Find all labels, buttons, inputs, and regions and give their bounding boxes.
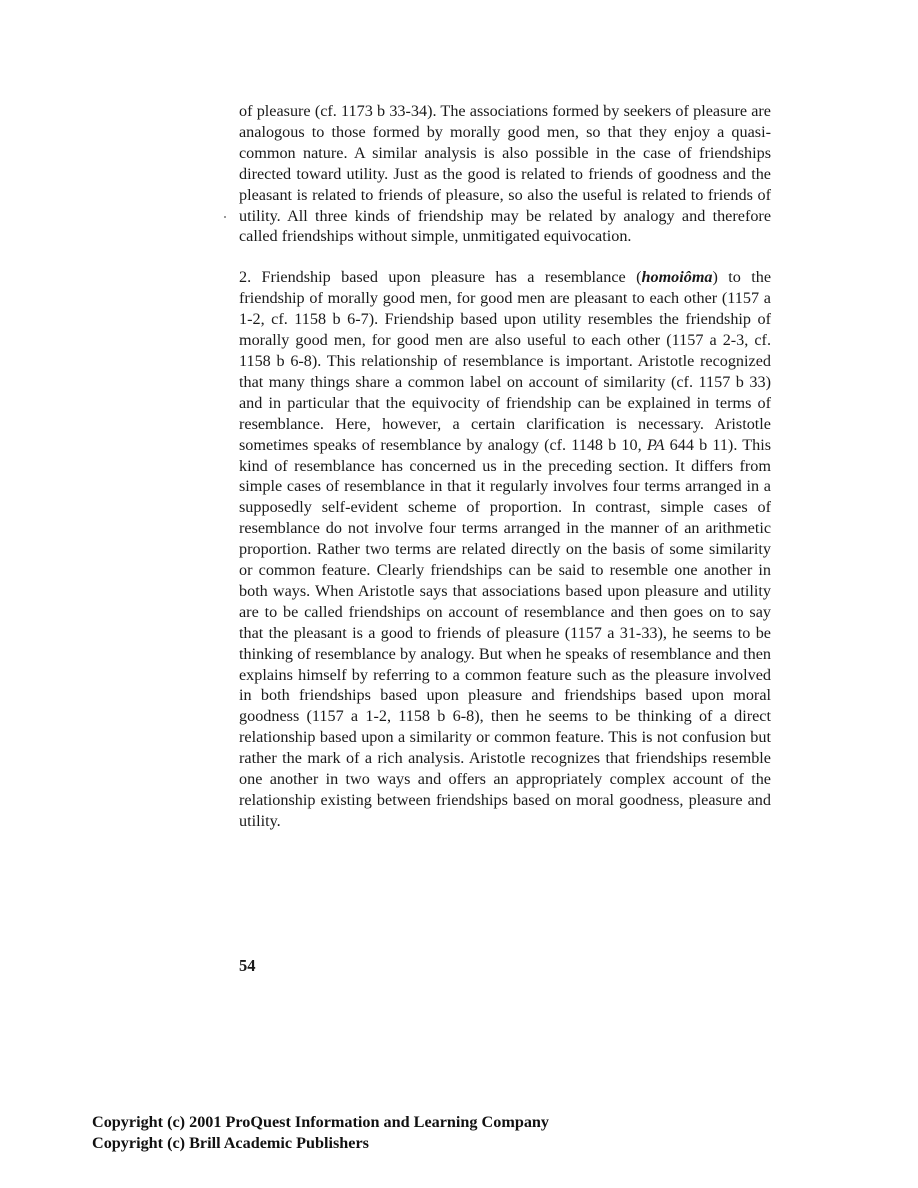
paragraph-2	[239, 267, 771, 831]
copyright-line-2: Copyright (c) Brill Academic Publishers	[92, 1134, 369, 1152]
scan-speck	[224, 216, 226, 218]
greek-term: homoiôma	[641, 268, 713, 287]
copyright-footer	[92, 1112, 549, 1154]
page-number: 54	[239, 956, 256, 975]
paragraph-2-middle: ) to the friendship of morally good men, for good men are pleasant to each other (1157 a 1-2, cf. 1158 b 6-7). Friendship based upon utility resembles the friendship of morally good men, for good men are also useful to each other (1157 a 2-3, cf. 1158 b 6-8). This relationship of resemblance is important. Aristotle recognized that many things share a common label on account of similarity (cf. 1157 b 33) and in particular that the equivocity of friendship can be explained in terms of resemblance. Here, however, a certain clarification is necessary. Aristotle sometimes speaks of resemblance by analogy (cf. 1148 b 10,	[239, 268, 772, 454]
page-body	[239, 101, 771, 832]
paragraph-2-end: 644 b 11). This kind of resemblance has concerned us in the preceding section. It differs from simple cases of resemblance in that it regularly involves four terms arranged in a supposedly self-evident scheme of proportion. In contrast, simple cases of resemblance do not involve four terms arranged in the manner of an arithmetic proportion. Rather two terms are related directly on the basis of some similarity or common feature. Clearly friendships can be said to resemble one another in both ways. When Aristotle says that associations based upon pleasure and utility are to be called friendships on account of resemblance and then goes on to say that the pleasant is a good to friends of pleasure (1157 a 31-33), he seems to be thinking of resemblance by analogy. But when he speaks of resemblance and then explains himself by referring to a common feature such as the pleasure involved in both friendships based upon pleasure and friendships based upon moral goodness (1157 a 1-2, 1158 b 6-8), then he seems to be thinking of a direct relationship based upon a similarity or common feature. This is not confusion but rather the mark of a rich analysis. Aristotle recognizes that friendships resemble one another in two ways and offers an appropriately complex account of the relationship existing between friendships based on moral goodness, pleasure and utility.	[239, 435, 771, 830]
copyright-line-1: Copyright (c) 2001 ProQuest Information and Learning Company	[92, 1113, 550, 1131]
paragraph-1: of pleasure (cf. 1173 b 33-34). The associations formed by seekers of pleasure are analogous to those formed by morally good men, so that they enjoy a quasi-common nature. A similar analysis is also possible in the case of friendships directed toward utility. Just as the good is related to friends of goodness and the pleasant is related to friends of pleasure, so also the useful is related to friends of utility. All three kinds of friendship may be related by analogy and therefore called friendships without simple, unmitigated equivocation.	[239, 102, 771, 246]
work-abbreviation: PA	[646, 435, 665, 454]
paragraph-2-start: 2. Friendship based upon pleasure has a resemblance (	[239, 268, 642, 287]
